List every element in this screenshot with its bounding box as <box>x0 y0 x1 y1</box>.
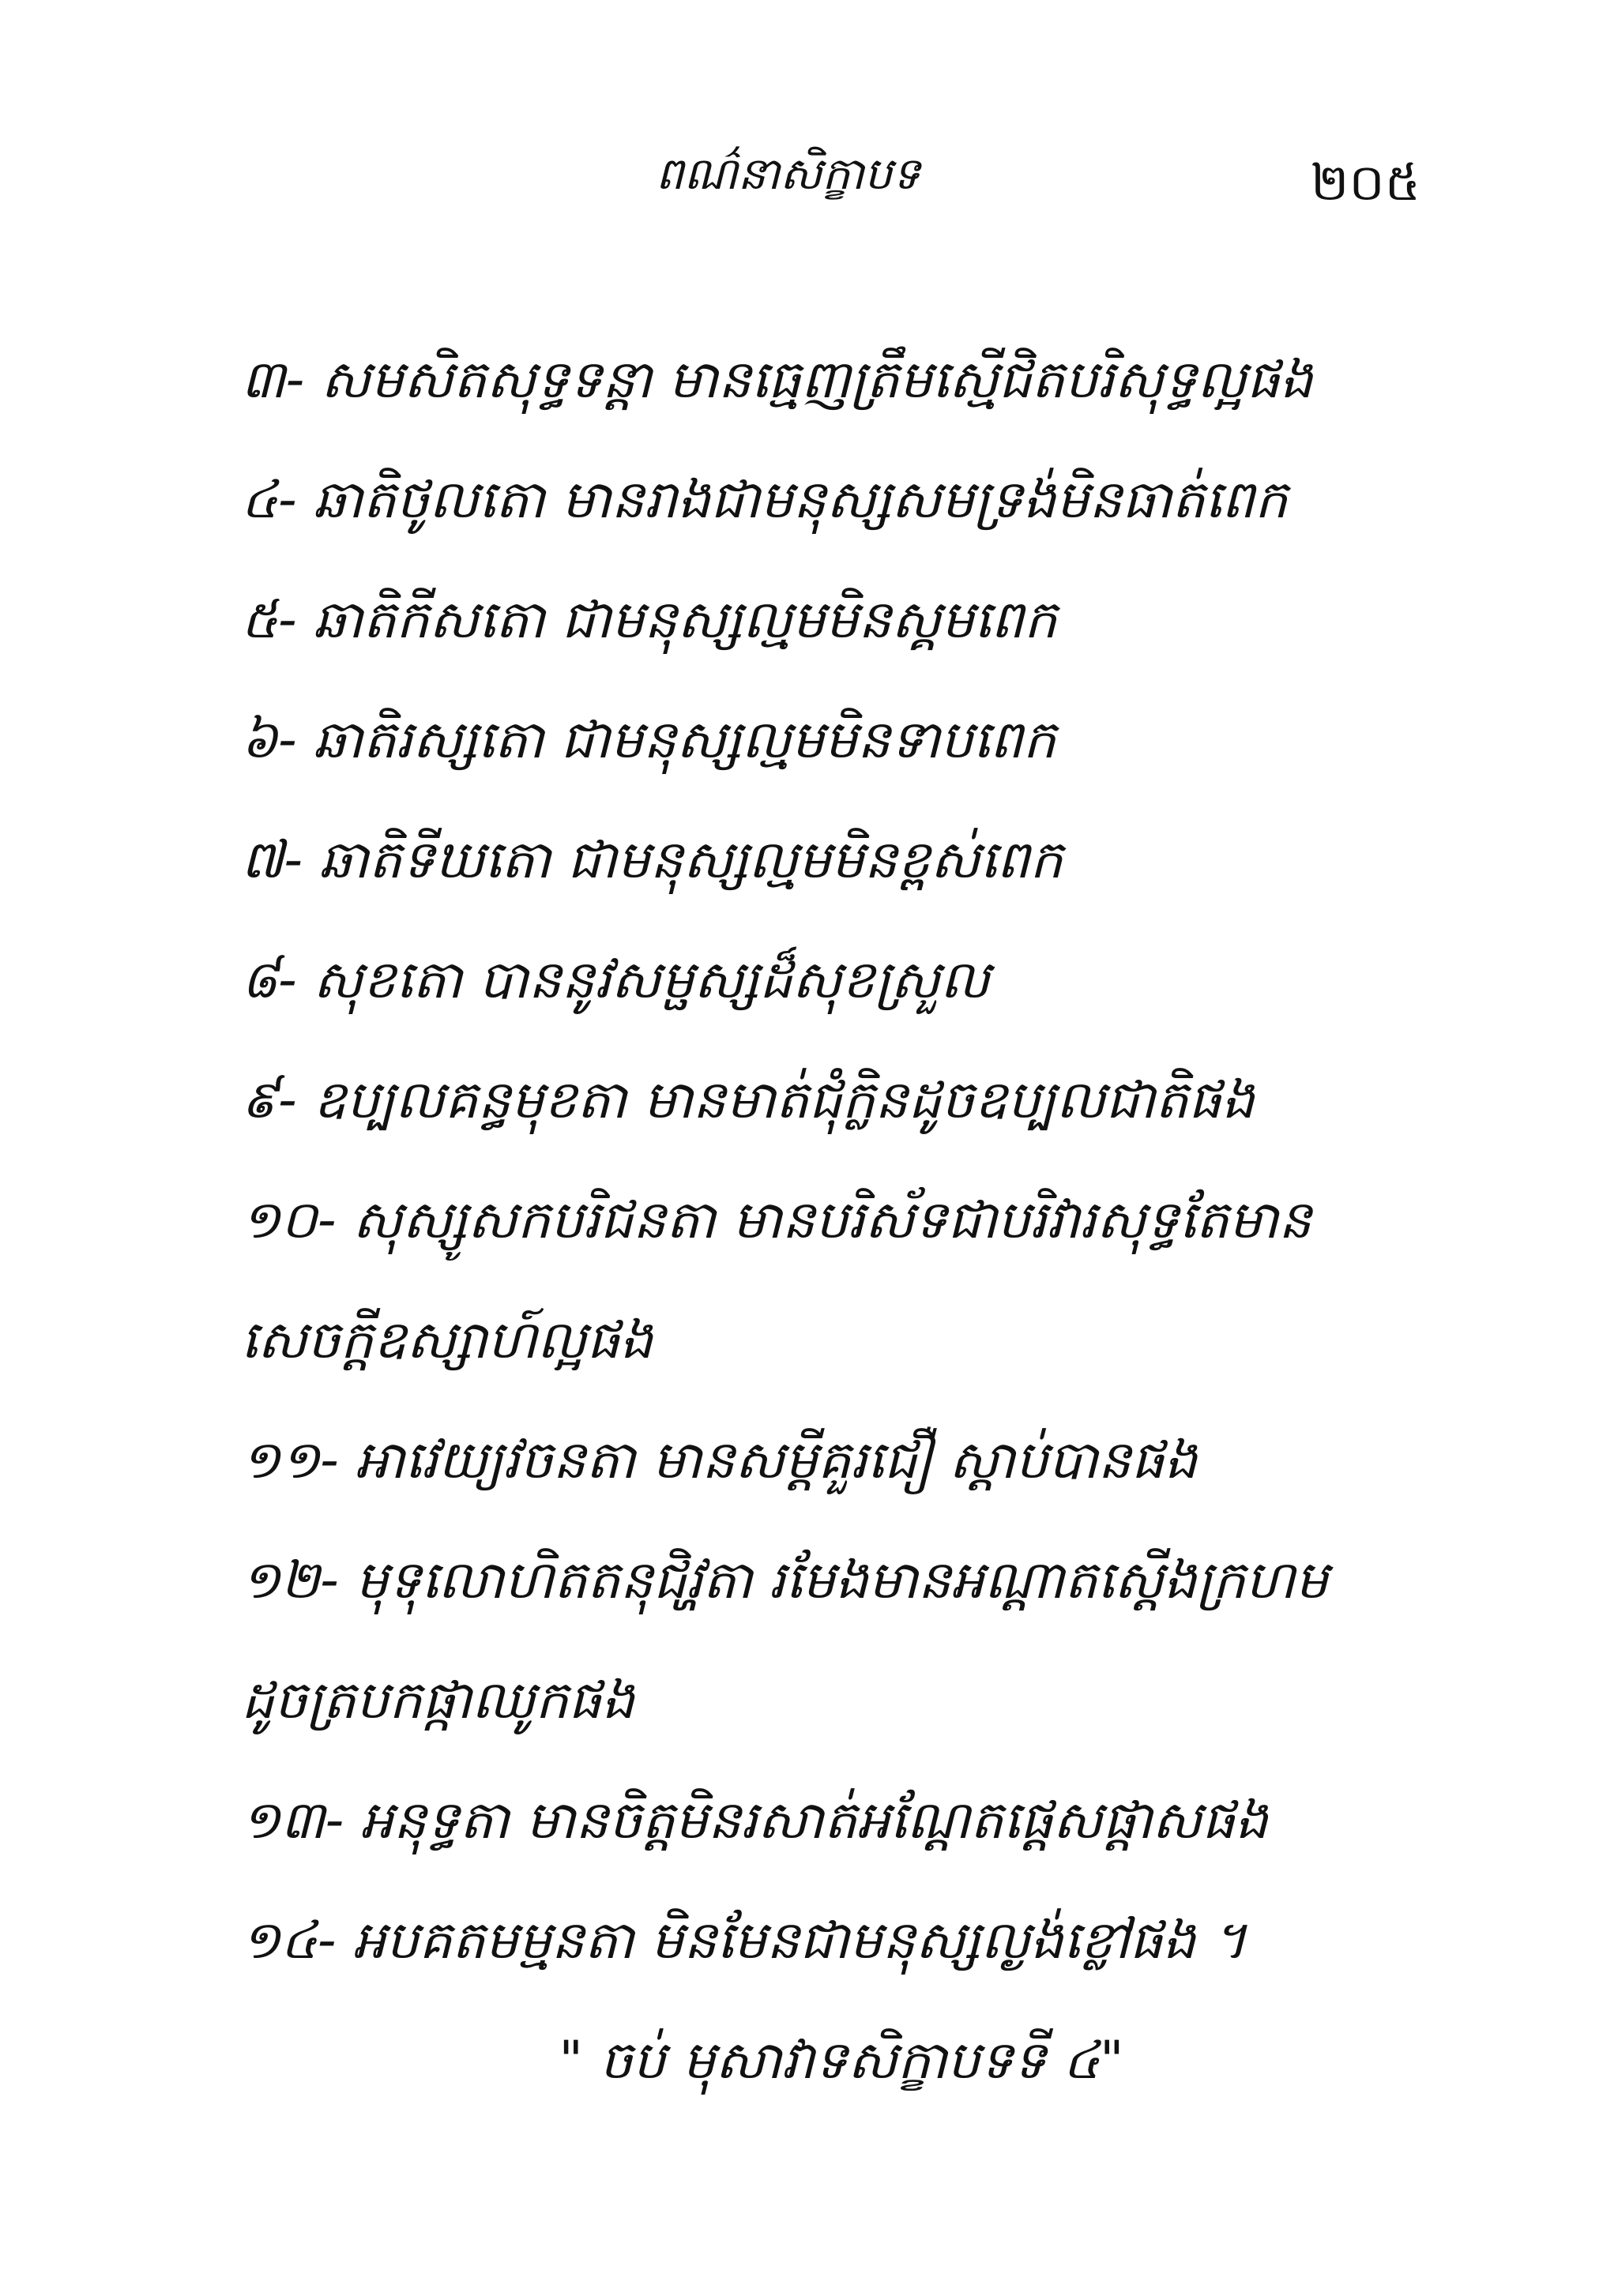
text-line-item-8: ៨- សុខតោ បាននូវសម្ផស្សដ៏សុខស្រួល <box>241 949 990 1010</box>
text-line-item-12-continued: ដូចត្របកផ្កាឈូកផង <box>241 1670 635 1730</box>
page-number: ២០៥ <box>1310 154 1420 212</box>
header-title: ពណ៌នាសិក្ខាបទ <box>656 148 920 200</box>
body-text <box>241 320 1442 2121</box>
text-line-item-11: ១១- អាវេយ្យវចនតា មានសម្តីគួរជឿ ស្តាប់បានផង <box>241 1430 1198 1490</box>
text-line-item-10: ១០- សុស្សូសកបរិជនតា មានបរិស័ទជាបរិវារសុទ្ធតែមាន <box>241 1189 1312 1250</box>
text-line-item-6: ៦- ឆាតិរស្សតោ ជាមនុស្សល្មមមិនទាបពេក <box>241 709 1056 770</box>
running-header <box>0 146 1618 217</box>
text-line-item-7: ៧- ឆាតិទីឃតោ ជាមនុស្សល្មមមិនខ្ពស់ពេក <box>241 829 1063 890</box>
text-line-item-3: ៣- សមសិតសុទ្ធទន្តា មានធ្មេញត្រឹមស្មើជិតបរិសុទ្ធល្អផង <box>241 349 1313 410</box>
text-line-item-9: ៩- ឧប្បលគន្ធមុខតា មានមាត់ជុំក្លិនដូចឧប្បលជាតិផង <box>241 1069 1255 1130</box>
text-line-item-14: ១៤- អបគតមម្មនតា មិនមែនជាមនុស្សល្ងង់ខ្លៅផង ។ <box>241 1910 1247 1971</box>
text-line-item-4: ៤- ឆាតិថូលតោ មានរាងជាមនុស្សសមទ្រង់មិនធាត់ពេក <box>241 469 1288 530</box>
text-line-item-13: ១៣- អនុទ្ធតា មានចិត្តមិនរសាត់អណ្តែតផ្តេសផ្តាសផង <box>241 1790 1269 1851</box>
text-line-item-10-continued: សេចក្តីឧស្សាហ៍ល្អផង <box>241 1310 653 1370</box>
text-line-item-12: ១២- មុទុលោហិតតនុជិវ្ហតា រមែងមានអណ្តាតស្តើងក្រហម <box>241 1550 1329 1610</box>
section-end-note: " ចប់ មុសាវាទសិក្ខាបទទី ៤" <box>559 2030 1124 2091</box>
text-line-item-5: ៥- ឆាតិកីសតោ ជាមនុស្សល្មមមិនស្គមពេក <box>241 589 1057 650</box>
